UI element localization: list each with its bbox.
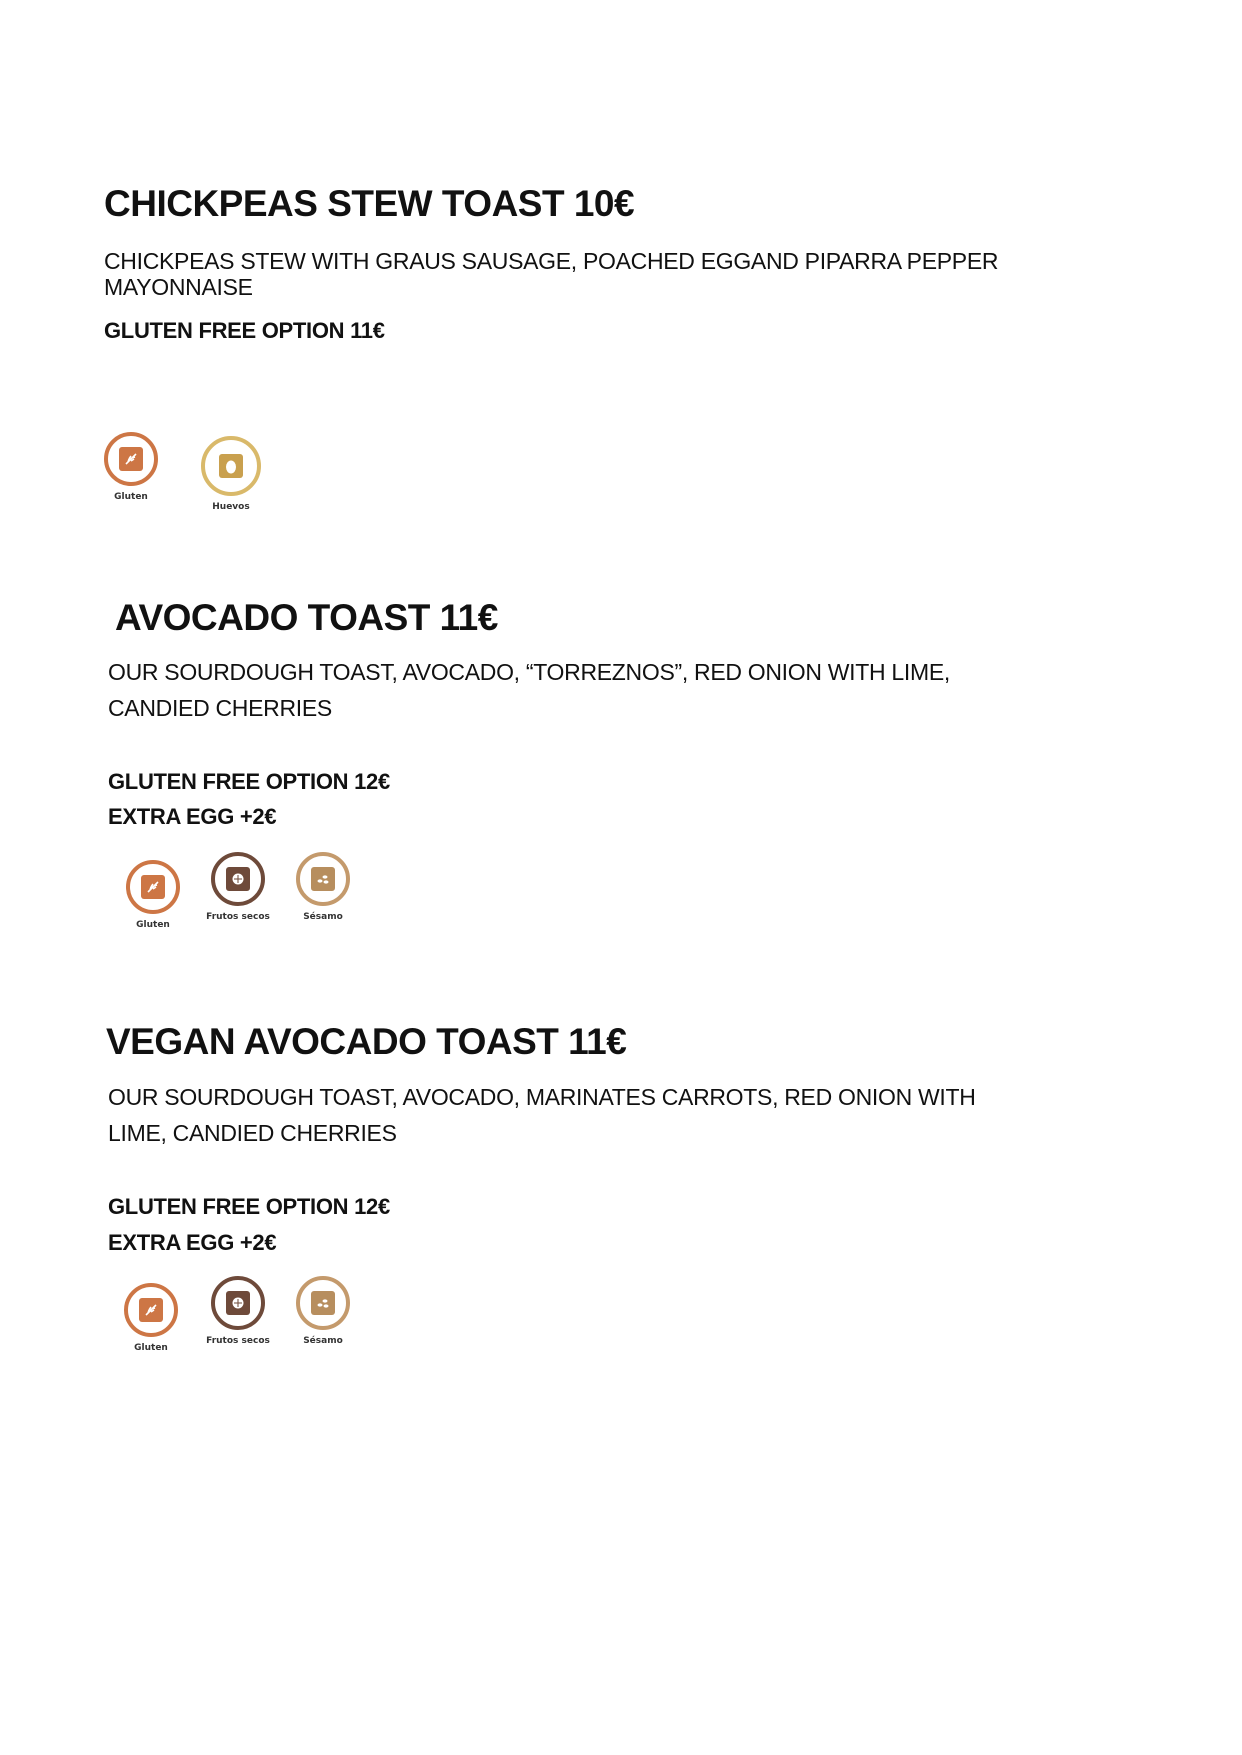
allergen-label: Gluten xyxy=(114,492,148,502)
sesame-icon xyxy=(311,1291,335,1315)
extra-egg-option: EXTRA EGG +2€ xyxy=(108,1230,277,1255)
item-title: AVOCADO TOAST 11€ xyxy=(115,597,498,638)
allergen-sesamo xyxy=(283,852,363,922)
item-description-line: OUR SOURDOUGH TOAST, AVOCADO, “TORREZNOS”, RED ONION WITH LIME, xyxy=(108,659,950,685)
gluten-free-option: GLUTEN FREE OPTION 12€ xyxy=(108,1194,390,1219)
sesame-icon xyxy=(311,867,335,891)
wheat-icon xyxy=(119,447,143,471)
nut-icon xyxy=(226,867,250,891)
extra-egg-option: EXTRA EGG +2€ xyxy=(108,804,277,829)
allergen-label: Frutos secos xyxy=(206,912,270,922)
allergen-frutos-secos xyxy=(198,852,278,922)
item-description-line: LIME, CANDIED CHERRIES xyxy=(108,1120,397,1146)
wheat-icon xyxy=(139,1298,163,1322)
item-description-line: CANDIED CHERRIES xyxy=(108,695,332,721)
nut-icon xyxy=(226,1291,250,1315)
wheat-icon xyxy=(141,875,165,899)
allergen-label: Frutos secos xyxy=(206,1336,270,1346)
item-title: CHICKPEAS STEW TOAST 10€ xyxy=(104,183,635,224)
allergen-label: Sésamo xyxy=(303,1336,343,1346)
allergen-gluten xyxy=(113,860,193,930)
allergen-label: Gluten xyxy=(134,1343,168,1353)
gluten-free-option: GLUTEN FREE OPTION 12€ xyxy=(108,769,390,794)
allergen-label: Gluten xyxy=(136,920,170,930)
allergen-label: Sésamo xyxy=(303,912,343,922)
allergen-gluten xyxy=(91,432,171,502)
gluten-free-option: GLUTEN FREE OPTION 11€ xyxy=(104,318,385,343)
allergen-label: Huevos xyxy=(212,502,250,512)
egg-icon xyxy=(219,454,243,478)
allergen-sesamo xyxy=(283,1276,363,1346)
item-description-line: MAYONNAISE xyxy=(104,274,253,300)
allergen-frutos-secos xyxy=(198,1276,278,1346)
item-title: VEGAN AVOCADO TOAST 11€ xyxy=(106,1021,627,1062)
item-description-line: CHICKPEAS STEW WITH GRAUS SAUSAGE, POACHED EGGAND PIPARRA PEPPER xyxy=(104,248,999,274)
item-description-line: OUR SOURDOUGH TOAST, AVOCADO, MARINATES CARROTS, RED ONION WITH xyxy=(108,1084,976,1110)
allergen-huevos xyxy=(191,436,271,512)
allergen-gluten xyxy=(111,1283,191,1353)
